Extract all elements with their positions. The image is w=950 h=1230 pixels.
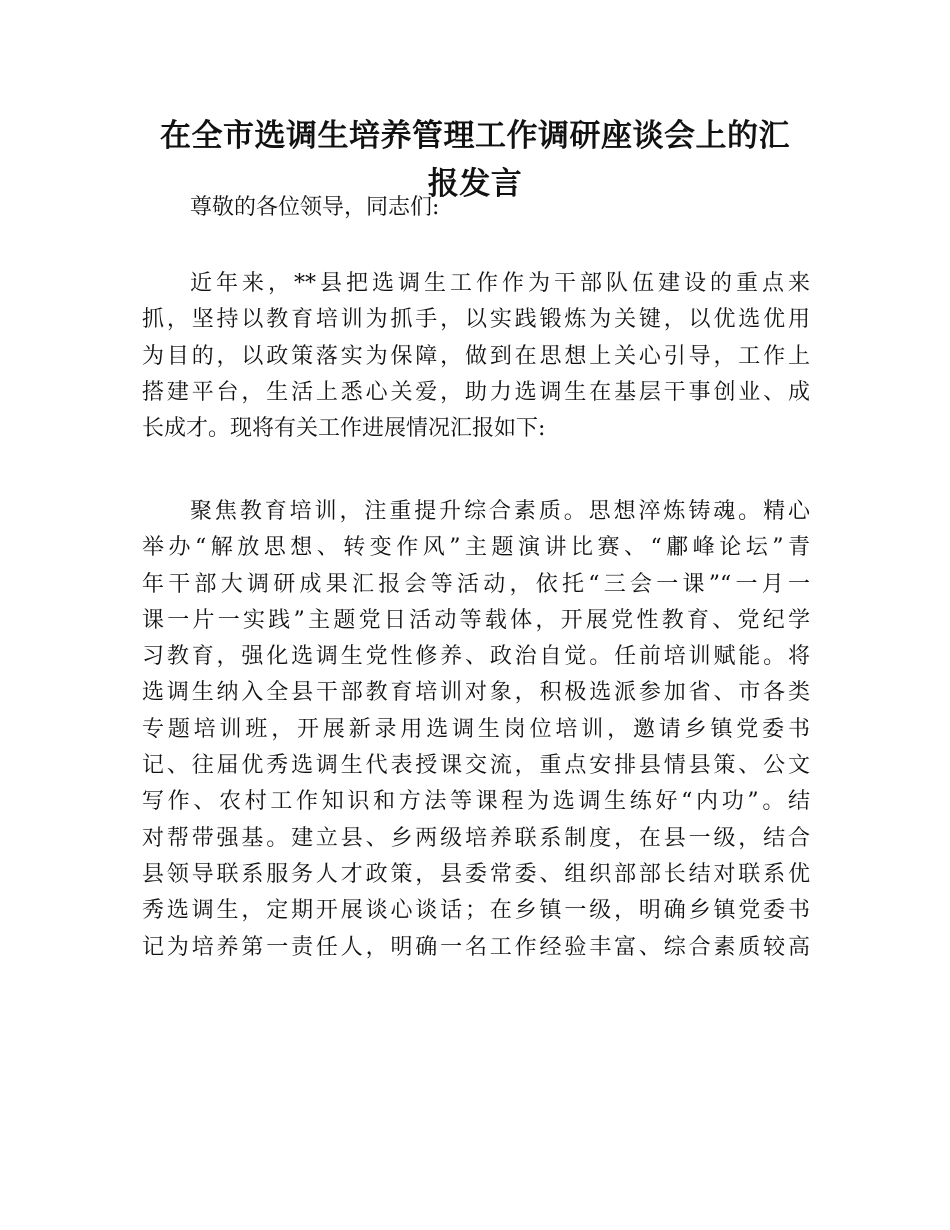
paragraph-line: 习教育，强化选调生党性修养、政治自觉。任前培训赋能。将 (142, 644, 810, 670)
paragraph-line: 对帮带强基。建立县、乡两级培养联系制度，在县一级，结合 (142, 825, 810, 851)
paragraph-line: 记为培养第一责任人，明确一名工作经验丰富、综合素质较高 (142, 934, 810, 960)
paragraph-line: 记、往届优秀选调生代表授课交流，重点安排县情县策、公文 (142, 753, 810, 779)
paragraph-line: 县领导联系服务人才政策，县委常委、组织部部长结对联系优 (142, 861, 810, 887)
paragraph-line: 近年来，**县把选调生工作作为干部队伍建设的重点来 (190, 271, 810, 296)
paragraph-education-training (142, 494, 810, 966)
paragraph-line: 抓，坚持以教育培训为抓手，以实践锻炼为关键，以优选优用 (142, 307, 810, 333)
paragraph-line: 为目的，以政策落实为保障，做到在思想上关心引导，工作上 (142, 343, 810, 369)
title-line-1: 在全市选调生培养管理工作调研座谈会上的汇 (160, 118, 790, 154)
title-line-2: 报发言 (427, 166, 523, 202)
paragraph-line: 秀选调生，定期开展谈心谈话；在乡镇一级，明确乡镇党委书 (142, 898, 810, 924)
paragraph-line: 选调生纳入全县干部教育培训对象，积极选派参加省、市各类 (142, 680, 810, 706)
paragraph-line: 举办“解放思想、转变作风”主题演讲比赛、“鄘峰论坛”青 (142, 535, 810, 561)
paragraph-line: 专题培训班，开展新录用选调生岗位培训，邀请乡镇党委书 (142, 716, 810, 742)
paragraph-line: 聚焦教育培训，注重提升综合素质。思想淬炼铸魂。精心 (190, 499, 810, 524)
salutation: 尊敬的各位领导，同志们: (190, 195, 440, 220)
paragraph-line: 年干部大调研成果汇报会等活动，依托“三会一课”“一月一 (142, 571, 810, 597)
paragraph-line: 搭建平台，生活上悉心关爱，助力选调生在基层干事创业、成 (142, 379, 810, 405)
paragraph-intro (142, 266, 810, 447)
paragraph-line: 长成才。现将有关工作进展情况汇报如下: (142, 416, 546, 442)
paragraph-line: 课一片一实践”主题党日活动等载体，开展党性教育、党纪学 (142, 607, 810, 633)
paragraph-line: 写作、农村工作知识和方法等课程为选调生练好“内功”。结 (142, 789, 810, 815)
